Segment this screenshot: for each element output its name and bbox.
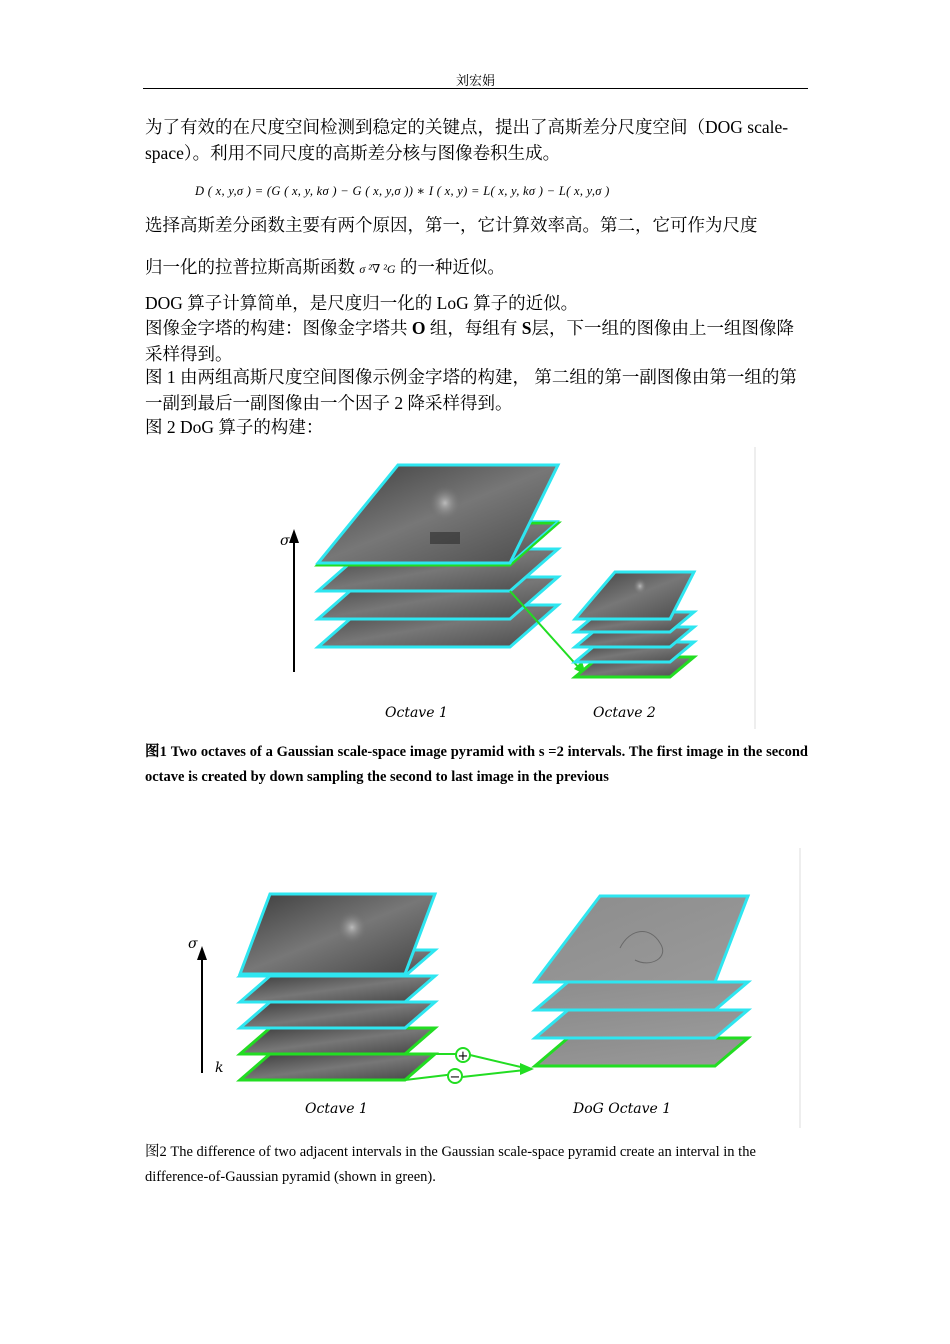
dog-stack bbox=[535, 896, 748, 1066]
sigma-label-1: σ bbox=[280, 533, 290, 549]
header-rule bbox=[143, 88, 808, 89]
paragraph-pyramid bbox=[145, 315, 810, 367]
gaussian-stack bbox=[240, 894, 435, 1080]
octave1-label: Octave 1 bbox=[385, 705, 448, 721]
octave1-label-2: Octave 1 bbox=[305, 1101, 368, 1117]
sigma-label-2: σ bbox=[188, 936, 198, 952]
reasons-text-b: 的一种近似。 bbox=[399, 257, 505, 277]
log-expression: σ ²∇ ²G bbox=[359, 262, 396, 276]
pyramid-s: S bbox=[521, 318, 532, 338]
paragraph-fig2-desc: 图 2 DoG 算子的构建： bbox=[145, 417, 324, 437]
dog-octave-label: DoG Octave 1 bbox=[573, 1101, 672, 1117]
paragraph-fig1-desc: 图 1 由两组高斯尺度空间图像示例金字塔的构建， 第二组的第一副图像由第一组的第一副到最后一副图像由一个因子 2 降采样得到。 bbox=[145, 367, 797, 413]
paragraph-dog-intro: 为了有效的在尺度空间检测到稳定的关键点，提出了高斯差分尺度空间（DOG scale-space）。利用不同尺度的高斯差分核与图像卷积生成。 bbox=[145, 117, 789, 163]
pyramid-text-c: 层，下一组的图像由上一组图像降采样得到。 bbox=[145, 318, 794, 364]
minus-sign: − bbox=[449, 1070, 461, 1085]
plus-sign: + bbox=[457, 1049, 469, 1064]
pyramid-text-a: 图像金字塔的构建：图像金字塔共 bbox=[145, 318, 408, 338]
pyramid-o: O bbox=[411, 318, 426, 338]
paragraph-reasons-2 bbox=[145, 254, 810, 282]
figure-2-caption: 图2 The difference of two adjacent intervals in the Gaussian scale-space pyramid create an interval in the difference-of-Gaussian pyramid (shown in green). bbox=[145, 1144, 756, 1185]
dog-formula: D ( x, y,σ ) = (G ( x, y, kσ ) − G ( x, y,σ )) ∗ I ( x, y) = L( x, y, kσ ) − L( x, y,σ ) bbox=[195, 184, 610, 198]
octave2-stack bbox=[575, 572, 694, 677]
k-label: k bbox=[215, 1060, 224, 1076]
figure-2-dog-construction bbox=[180, 848, 805, 1128]
page-header-author: 刘宏娟 bbox=[455, 73, 495, 88]
paragraph-reasons: 选择高斯差分函数主要有两个原因，第一，它计算效率高。第二，它可作为尺度 bbox=[145, 215, 758, 235]
figure-1-caption: 图1 Two octaves of a Gaussian scale-space image pyramid with s =2 intervals. The first image in the second octave is created by down sampling the second to last image in the previous bbox=[145, 744, 808, 785]
figure-1-gaussian-pyramid bbox=[270, 447, 760, 729]
pyramid-text-b: 组，每组有 bbox=[429, 318, 518, 338]
reasons-text-a: 归一化的拉普拉斯高斯函数 bbox=[145, 257, 355, 277]
sigma-arrowhead-1 bbox=[289, 529, 299, 543]
dog-arrowhead bbox=[520, 1063, 534, 1075]
paragraph-dog-simple: DOG 算子计算简单，是尺度归一化的 LoG 算子的近似。 bbox=[145, 293, 579, 313]
octave2-label: Octave 2 bbox=[593, 705, 656, 721]
octave1-stack bbox=[318, 465, 558, 647]
sigma-arrowhead-2 bbox=[197, 946, 207, 960]
